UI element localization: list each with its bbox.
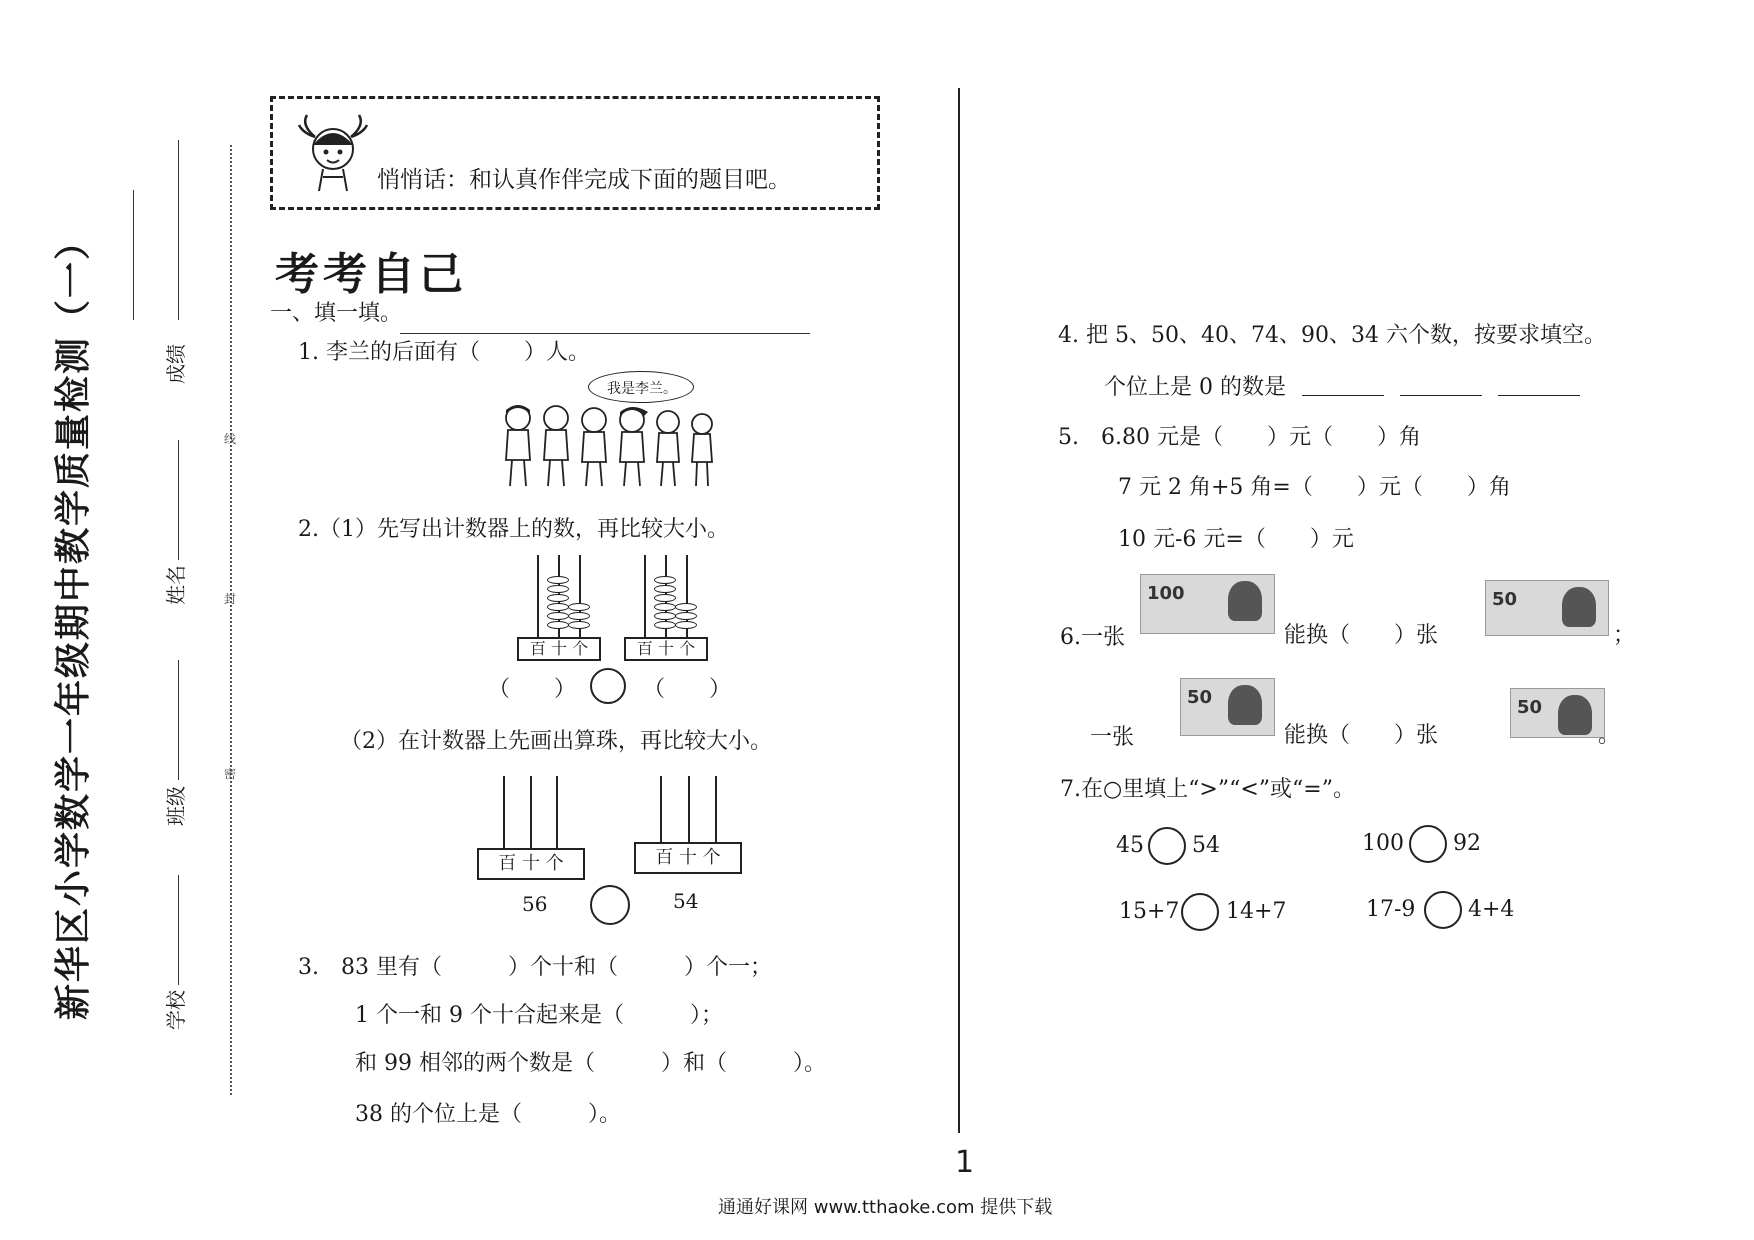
speech-bubble bbox=[588, 371, 694, 403]
field-line-school bbox=[178, 875, 179, 985]
bead bbox=[568, 621, 590, 629]
abacus-3-rod-ones bbox=[556, 776, 558, 852]
field-line-name bbox=[178, 440, 179, 560]
q5-line2: 7 元 2 角+5 角=（ ）元（ ）角 bbox=[1118, 475, 1511, 500]
bead bbox=[654, 603, 676, 611]
q2-blank-left[interactable]: （ ） bbox=[488, 677, 577, 702]
q7-item-2-left: 100 bbox=[1362, 831, 1404, 856]
center-divider bbox=[958, 88, 960, 1133]
abacus-4-base: 百 十 个 bbox=[634, 842, 742, 874]
banknote-50-denom: 50 bbox=[1517, 697, 1543, 718]
bead bbox=[654, 612, 676, 620]
bead bbox=[654, 576, 676, 584]
q7-item-2-right: 92 bbox=[1453, 831, 1481, 856]
seal-mark-xian: 线 bbox=[224, 432, 237, 446]
bead bbox=[547, 603, 569, 611]
q3-line1: 3. 83 里有（ ）个十和（ ）个一； bbox=[298, 955, 772, 980]
abacus-2-rod-hundreds bbox=[644, 555, 646, 640]
bead bbox=[568, 612, 590, 620]
portrait-icon bbox=[1228, 685, 1262, 725]
q4-blank-2[interactable] bbox=[1400, 395, 1482, 396]
q7-title: 7.在○里填上“>”“<”或“=”。 bbox=[1060, 777, 1355, 802]
q5-line3: 10 元-6 元=（ ）元 bbox=[1118, 527, 1354, 552]
q7-compare-circle-2[interactable] bbox=[1409, 825, 1447, 863]
q2-compare-circle-2[interactable] bbox=[590, 885, 630, 925]
q6-end-2: 。 bbox=[1598, 723, 1621, 748]
bead bbox=[654, 594, 676, 602]
abacus-2-base: 百 十 个 bbox=[624, 637, 708, 661]
bead bbox=[547, 612, 569, 620]
q7-item-3-left: 15+7 bbox=[1119, 899, 1180, 924]
q3-line2: 1 个一和 9 个十合起来是（ ）； bbox=[355, 1003, 723, 1028]
banknote-50-denom: 50 bbox=[1187, 687, 1213, 708]
bead bbox=[547, 576, 569, 584]
tip-box bbox=[270, 96, 880, 210]
footer-credit: 通通好课网 www.tthaoke.com 提供下载 bbox=[718, 1197, 1053, 1218]
q7-item-4-right: 4+4 bbox=[1468, 897, 1515, 922]
q1-text: 1. 李兰的后面有（ ）人。 bbox=[298, 340, 590, 365]
q2-blank-right[interactable]: （ ） bbox=[643, 677, 732, 702]
bead bbox=[675, 603, 697, 611]
children-queue-icon bbox=[498, 400, 718, 490]
seal-mark-feng: 封 bbox=[224, 592, 237, 606]
girl-icon bbox=[293, 107, 373, 197]
bead bbox=[547, 621, 569, 629]
field-label-school: 学校 bbox=[164, 990, 188, 1030]
page-heading: 考考自己 bbox=[275, 249, 467, 300]
bead bbox=[547, 594, 569, 602]
banknote-50-icon bbox=[1485, 580, 1609, 636]
exam-title: 新华区小学数学一年级期中教学质量检测（一） bbox=[53, 221, 94, 1020]
q4-line1: 4. 把 5、50、40、74、90、34 六个数，按要求填空。 bbox=[1058, 323, 1606, 348]
page-number: 1 bbox=[955, 1145, 975, 1180]
bead bbox=[675, 612, 697, 620]
portrait-icon bbox=[1562, 587, 1596, 627]
abacus-4-rod-ones bbox=[715, 776, 717, 844]
bead bbox=[675, 621, 697, 629]
field-line-class bbox=[178, 660, 179, 780]
q6-exchange-1: 能换（ ）张 bbox=[1284, 623, 1439, 648]
field-label-class: 班级 bbox=[164, 786, 188, 826]
abacus-3-base: 百 十 个 bbox=[477, 848, 585, 880]
q2-part1-text: 2.（1）先写出计数器上的数，再比较大小。 bbox=[298, 517, 729, 542]
q7-compare-circle-1[interactable] bbox=[1148, 827, 1186, 865]
q7-item-1-right: 54 bbox=[1192, 833, 1220, 858]
abacus-4-rod-hundreds bbox=[660, 776, 662, 844]
speech-text: 我是李兰。 bbox=[607, 381, 677, 397]
abacus-3-rod-hundreds bbox=[503, 776, 505, 852]
bead bbox=[654, 621, 676, 629]
abacus-4-rod-tens bbox=[688, 776, 690, 844]
portrait-icon bbox=[1558, 695, 1592, 735]
sidebar-rule-top bbox=[133, 190, 134, 320]
section1-rule bbox=[400, 333, 810, 334]
banknote-50-denom: 50 bbox=[1492, 589, 1518, 610]
abacus-1-rod-hundreds bbox=[537, 555, 539, 640]
abacus-3-rod-tens bbox=[530, 776, 532, 852]
q2-left-number: 56 bbox=[522, 892, 548, 916]
bead bbox=[547, 585, 569, 593]
q2-part2-text: （2）在计数器上先画出算珠，再比较大小。 bbox=[340, 729, 772, 754]
banknote-50-icon bbox=[1510, 688, 1605, 738]
q7-compare-circle-4[interactable] bbox=[1424, 891, 1462, 929]
q4-line2 bbox=[1104, 370, 1580, 401]
q2-compare-circle-1[interactable] bbox=[590, 668, 626, 704]
q6-prefix-1: 6.一张 bbox=[1060, 625, 1125, 650]
q7-item-3-right: 14+7 bbox=[1226, 899, 1287, 924]
q7-compare-circle-3[interactable] bbox=[1181, 893, 1219, 931]
field-label-score: 成绩 bbox=[164, 344, 188, 384]
section1-title: 一、填一填。 bbox=[270, 301, 403, 326]
q6-prefix-2: 一张 bbox=[1090, 725, 1135, 750]
banknote-100-denom: 100 bbox=[1147, 583, 1185, 604]
abacus-1-base: 百 十 个 bbox=[517, 637, 601, 661]
q5-line1: 5. 6.80 元是（ ）元（ ）角 bbox=[1058, 425, 1421, 450]
q6-end-1: ； bbox=[1613, 623, 1636, 648]
tip-text: 悄悄话：和认真作伴完成下面的题目吧。 bbox=[377, 167, 791, 193]
q4-blank-3[interactable] bbox=[1498, 395, 1580, 396]
portrait-icon bbox=[1228, 581, 1262, 621]
seal-dotted-line bbox=[230, 145, 232, 1095]
field-line-score bbox=[178, 140, 179, 320]
field-label-name: 姓名 bbox=[164, 565, 188, 605]
q3-line4: 38 的个位上是（ ）。 bbox=[355, 1102, 621, 1127]
q2-right-number: 54 bbox=[673, 889, 699, 913]
bead bbox=[654, 585, 676, 593]
seal-mark-mi: 密 bbox=[224, 767, 237, 781]
q7-item-4-left: 17-9 bbox=[1366, 897, 1416, 922]
q7-item-1-left: 45 bbox=[1116, 833, 1144, 858]
q6-exchange-2: 能换（ ）张 bbox=[1284, 723, 1439, 748]
bead bbox=[568, 603, 590, 611]
banknote-50-icon bbox=[1180, 678, 1275, 736]
q4-blank-1[interactable] bbox=[1302, 395, 1384, 396]
q4-line2-text: 个位上是 0 的数是 bbox=[1104, 375, 1286, 400]
q3-line3: 和 99 相邻的两个数是（ ）和（ ）。 bbox=[355, 1051, 826, 1076]
banknote-100-icon bbox=[1140, 574, 1275, 634]
